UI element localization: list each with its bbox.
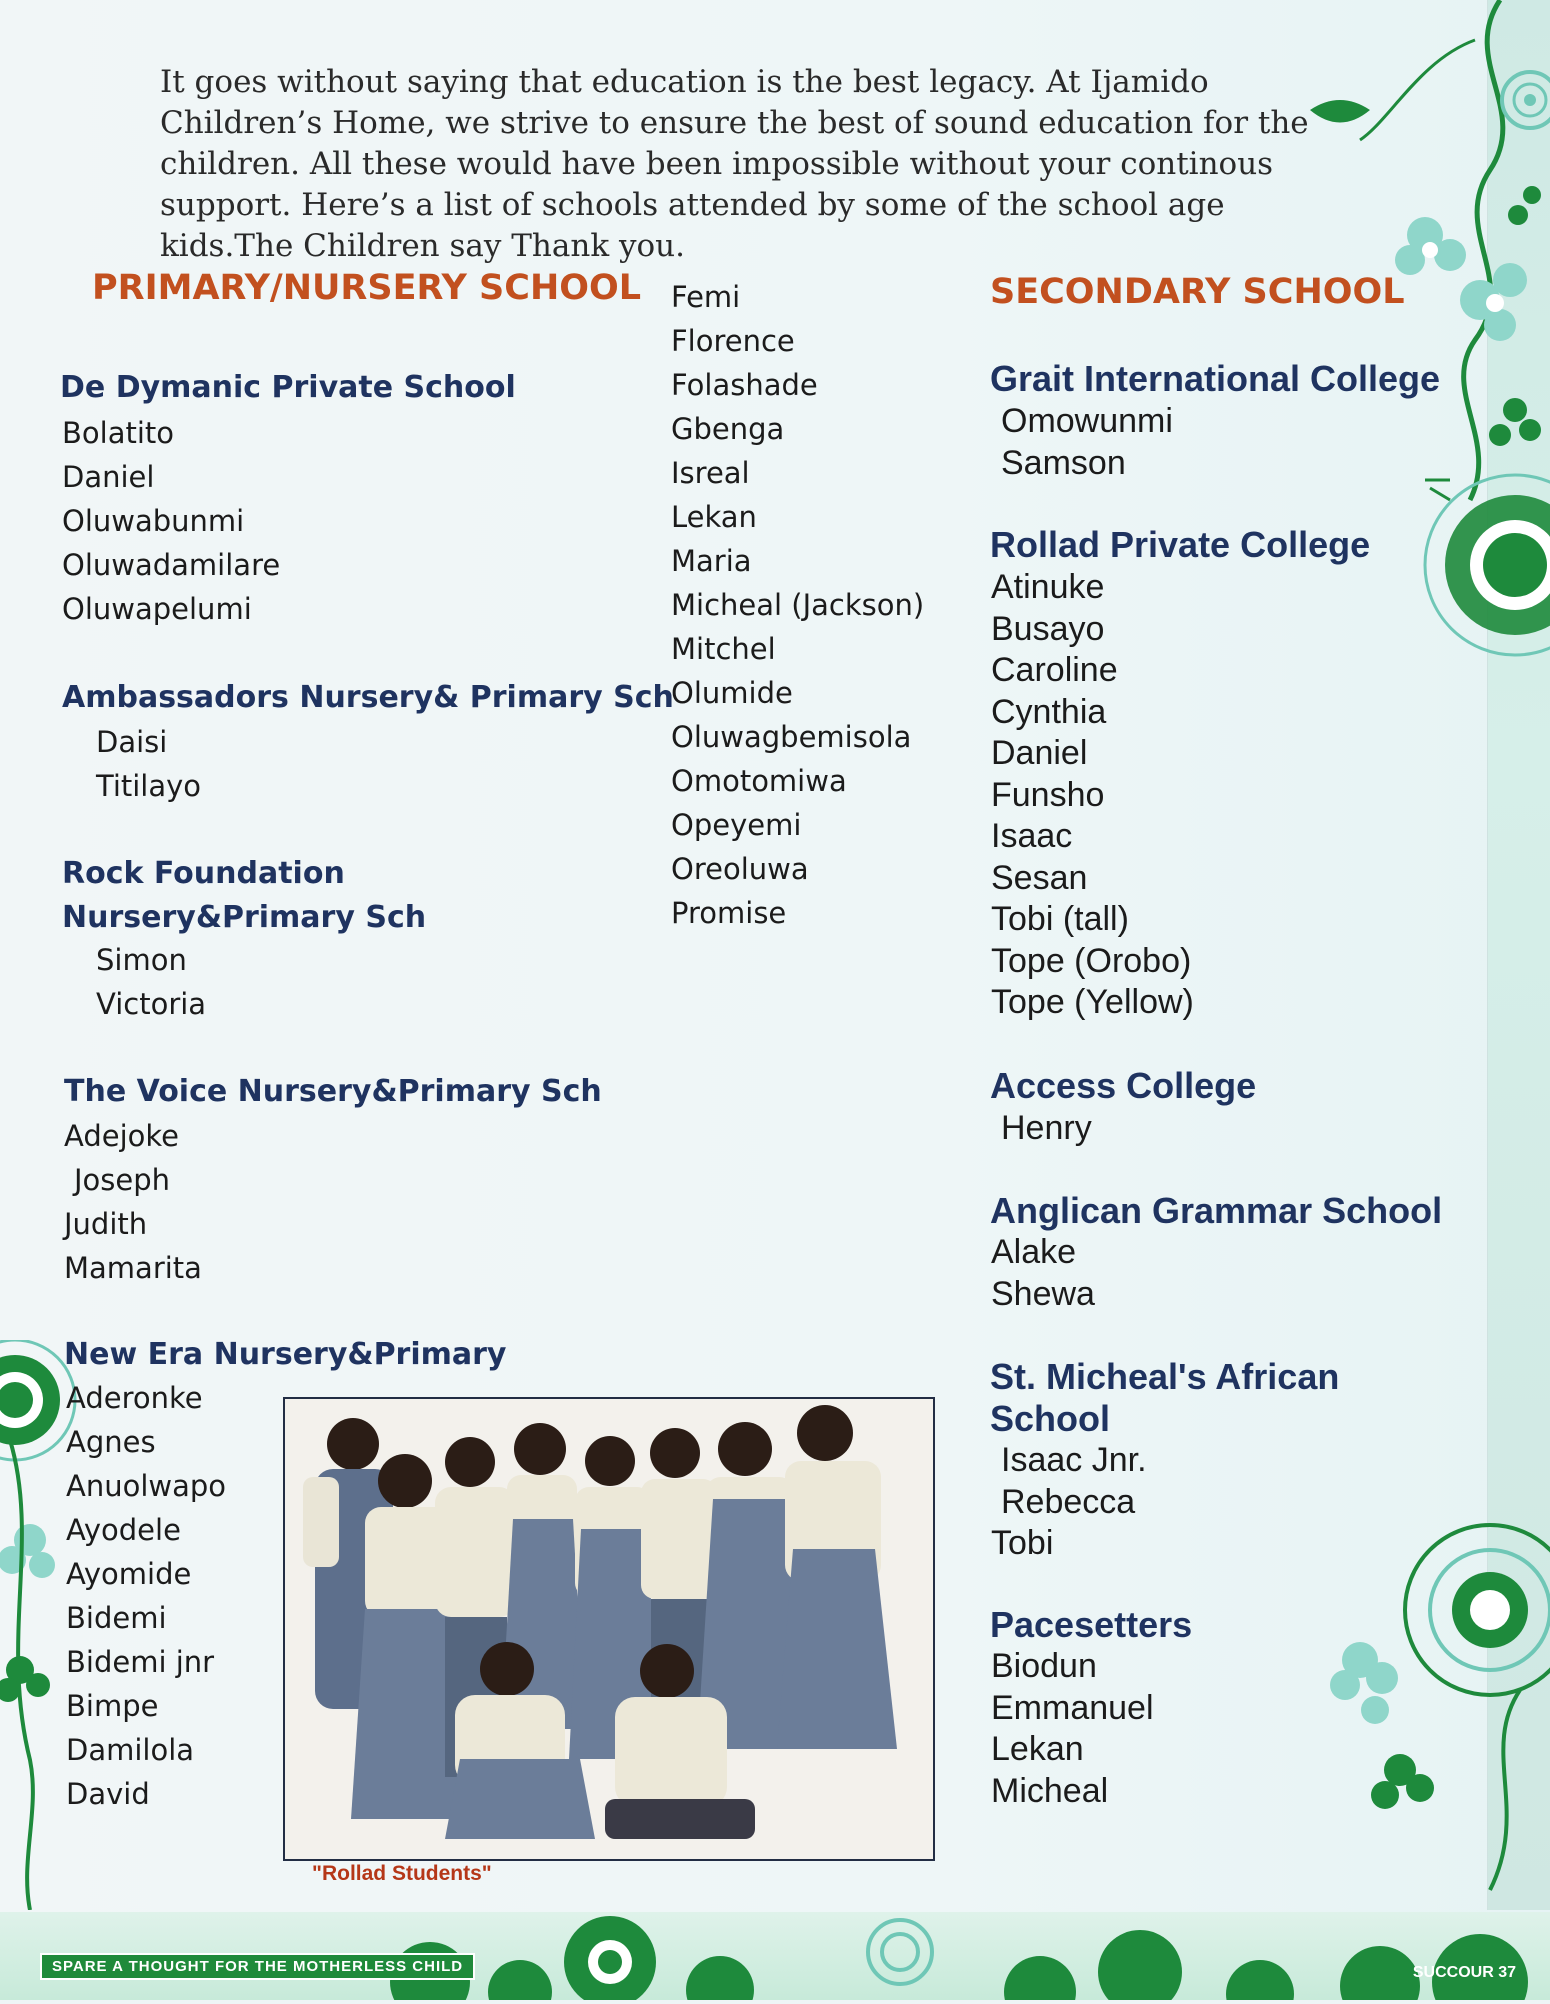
student-name: Tobi xyxy=(991,1524,1054,1562)
student-name: Emmanuel xyxy=(991,1688,1154,1727)
student-name: Ayomide xyxy=(66,1557,192,1591)
footer-tagline: SPARE A THOUGHT FOR THE MOTHERLESS CHILD xyxy=(40,1953,475,1980)
student-name: Bidemi jnr xyxy=(66,1645,215,1679)
student-name: Ayodele xyxy=(66,1513,181,1547)
school-name-the-voice: The Voice Nursery&Primary Sch xyxy=(64,1074,602,1109)
student-name: Alake xyxy=(991,1233,1077,1271)
student-list-rock-foundation xyxy=(96,938,206,1026)
student-name: Isaac Jnr. xyxy=(1001,1441,1147,1479)
school-name-rock-foundation: Rock Foundation Nursery&Primary Sch xyxy=(62,856,427,935)
student-list-ambassadors xyxy=(96,720,201,808)
student-name: Titilayo xyxy=(96,769,202,803)
student-name: Cynthia xyxy=(991,692,1107,731)
student-list-access xyxy=(1001,1108,1092,1150)
secondary-section-title: SECONDARY SCHOOL xyxy=(990,272,1405,312)
student-name: Daisi xyxy=(96,725,168,759)
student-list-pacesetters xyxy=(991,1646,1154,1812)
student-name: Tobi (tall) xyxy=(991,900,1129,938)
student-name: Lekan xyxy=(991,1730,1084,1768)
student-name: Lekan xyxy=(671,500,757,534)
school-name-pacesetters: Pacesetters xyxy=(990,1604,1193,1645)
school-name-rollad: Rollad Private College xyxy=(990,524,1371,565)
student-name: Micheal (Jackson) xyxy=(671,588,925,622)
student-list-de-dymanic xyxy=(62,411,280,631)
students-illustration xyxy=(285,1399,933,1859)
student-name: Opeyemi xyxy=(671,808,802,842)
student-name: Gbenga xyxy=(671,412,785,446)
student-list-rollad xyxy=(991,567,1194,1024)
student-name: Rebecca xyxy=(1001,1482,1136,1521)
primary-section-title: PRIMARY/NURSERY SCHOOL xyxy=(92,268,642,308)
student-name: Busayo xyxy=(991,609,1105,648)
student-name: Florence xyxy=(671,324,795,358)
student-name: Folashade xyxy=(671,368,818,402)
student-name: Omotomiwa xyxy=(671,764,847,798)
floral-decoration-bottom-right xyxy=(1290,1450,1550,1910)
student-name: Aderonke xyxy=(66,1381,203,1415)
student-list-anglican xyxy=(991,1232,1095,1315)
student-name: Mitchel xyxy=(671,632,776,666)
group-photo xyxy=(283,1397,935,1861)
student-name: Anuolwapo xyxy=(66,1469,227,1503)
intro-paragraph: It goes without saying that education is the best legacy. At Ijamido Children’s Home, we strive to ensure the best of sound education for the children. All these would have been impossible without your continous support. Here’s a list of schools attended by some of the school age kids.The Children say Thank you. xyxy=(160,64,1309,264)
student-name: Funsho xyxy=(991,775,1105,814)
student-name: Shewa xyxy=(991,1274,1095,1313)
student-name: Oluwabunmi xyxy=(62,504,245,538)
student-name: Omowunmi xyxy=(1001,402,1173,440)
student-list-new-era xyxy=(66,1376,226,1816)
student-name: Simon xyxy=(96,943,187,977)
student-name: Atinuke xyxy=(991,568,1105,606)
student-name: Bolatito xyxy=(62,416,175,450)
school-name-access: Access College xyxy=(990,1065,1257,1106)
student-name: Tope (Yellow) xyxy=(991,983,1194,1021)
student-name: Oreoluwa xyxy=(671,852,809,886)
student-name: Sesan xyxy=(991,858,1088,897)
student-name: Biodun xyxy=(991,1647,1097,1685)
student-name: Daniel xyxy=(62,460,155,494)
student-name: Judith xyxy=(64,1207,148,1241)
student-name: Samson xyxy=(1001,443,1126,482)
student-name: Maria xyxy=(671,544,752,578)
school-name-new-era: New Era Nursery&Primary xyxy=(64,1337,507,1372)
student-list-st-micheals xyxy=(991,1440,1147,1565)
student-name: David xyxy=(66,1777,150,1811)
student-name: Mamarita xyxy=(64,1251,202,1285)
student-name: Oluwapelumi xyxy=(62,592,252,626)
school-name-anglican: Anglican Grammar School xyxy=(990,1190,1443,1231)
student-name: Olumide xyxy=(671,676,793,710)
student-list-continued xyxy=(671,275,924,935)
student-list-grait xyxy=(1001,401,1173,484)
school-name-grait: Grait International College xyxy=(990,358,1441,399)
student-name: Daniel xyxy=(991,734,1088,772)
student-name: Victoria xyxy=(96,987,207,1021)
student-name: Promise xyxy=(671,896,787,930)
student-list-the-voice xyxy=(64,1114,202,1290)
student-name: Agnes xyxy=(66,1425,156,1459)
student-name: Micheal xyxy=(991,1771,1109,1810)
student-name: Joseph xyxy=(74,1163,171,1197)
student-name: Damilola xyxy=(66,1733,195,1767)
student-name: Femi xyxy=(671,280,741,314)
student-name: Adejoke xyxy=(64,1119,179,1153)
student-name: Caroline xyxy=(991,651,1118,689)
student-name: Oluwadamilare xyxy=(62,548,281,582)
page-number-label: SUCCOUR 37 xyxy=(1412,1964,1516,1981)
student-name: Bidemi xyxy=(66,1601,167,1635)
student-name: Oluwagbemisola xyxy=(671,720,912,754)
student-name: Tope (Orobo) xyxy=(991,941,1192,980)
school-name-st-micheals: St. Micheal's African School xyxy=(990,1356,1340,1439)
photo-caption: "Rollad Students" xyxy=(312,1862,492,1885)
school-name-de-dymanic: De Dymanic Private School xyxy=(60,370,516,405)
student-name: Isaac xyxy=(991,817,1073,855)
school-name-ambassadors: Ambassadors Nursery& Primary Sch xyxy=(62,680,674,715)
student-name: Isreal xyxy=(671,456,750,490)
student-name: Henry xyxy=(1001,1109,1092,1147)
student-name: Bimpe xyxy=(66,1689,159,1723)
